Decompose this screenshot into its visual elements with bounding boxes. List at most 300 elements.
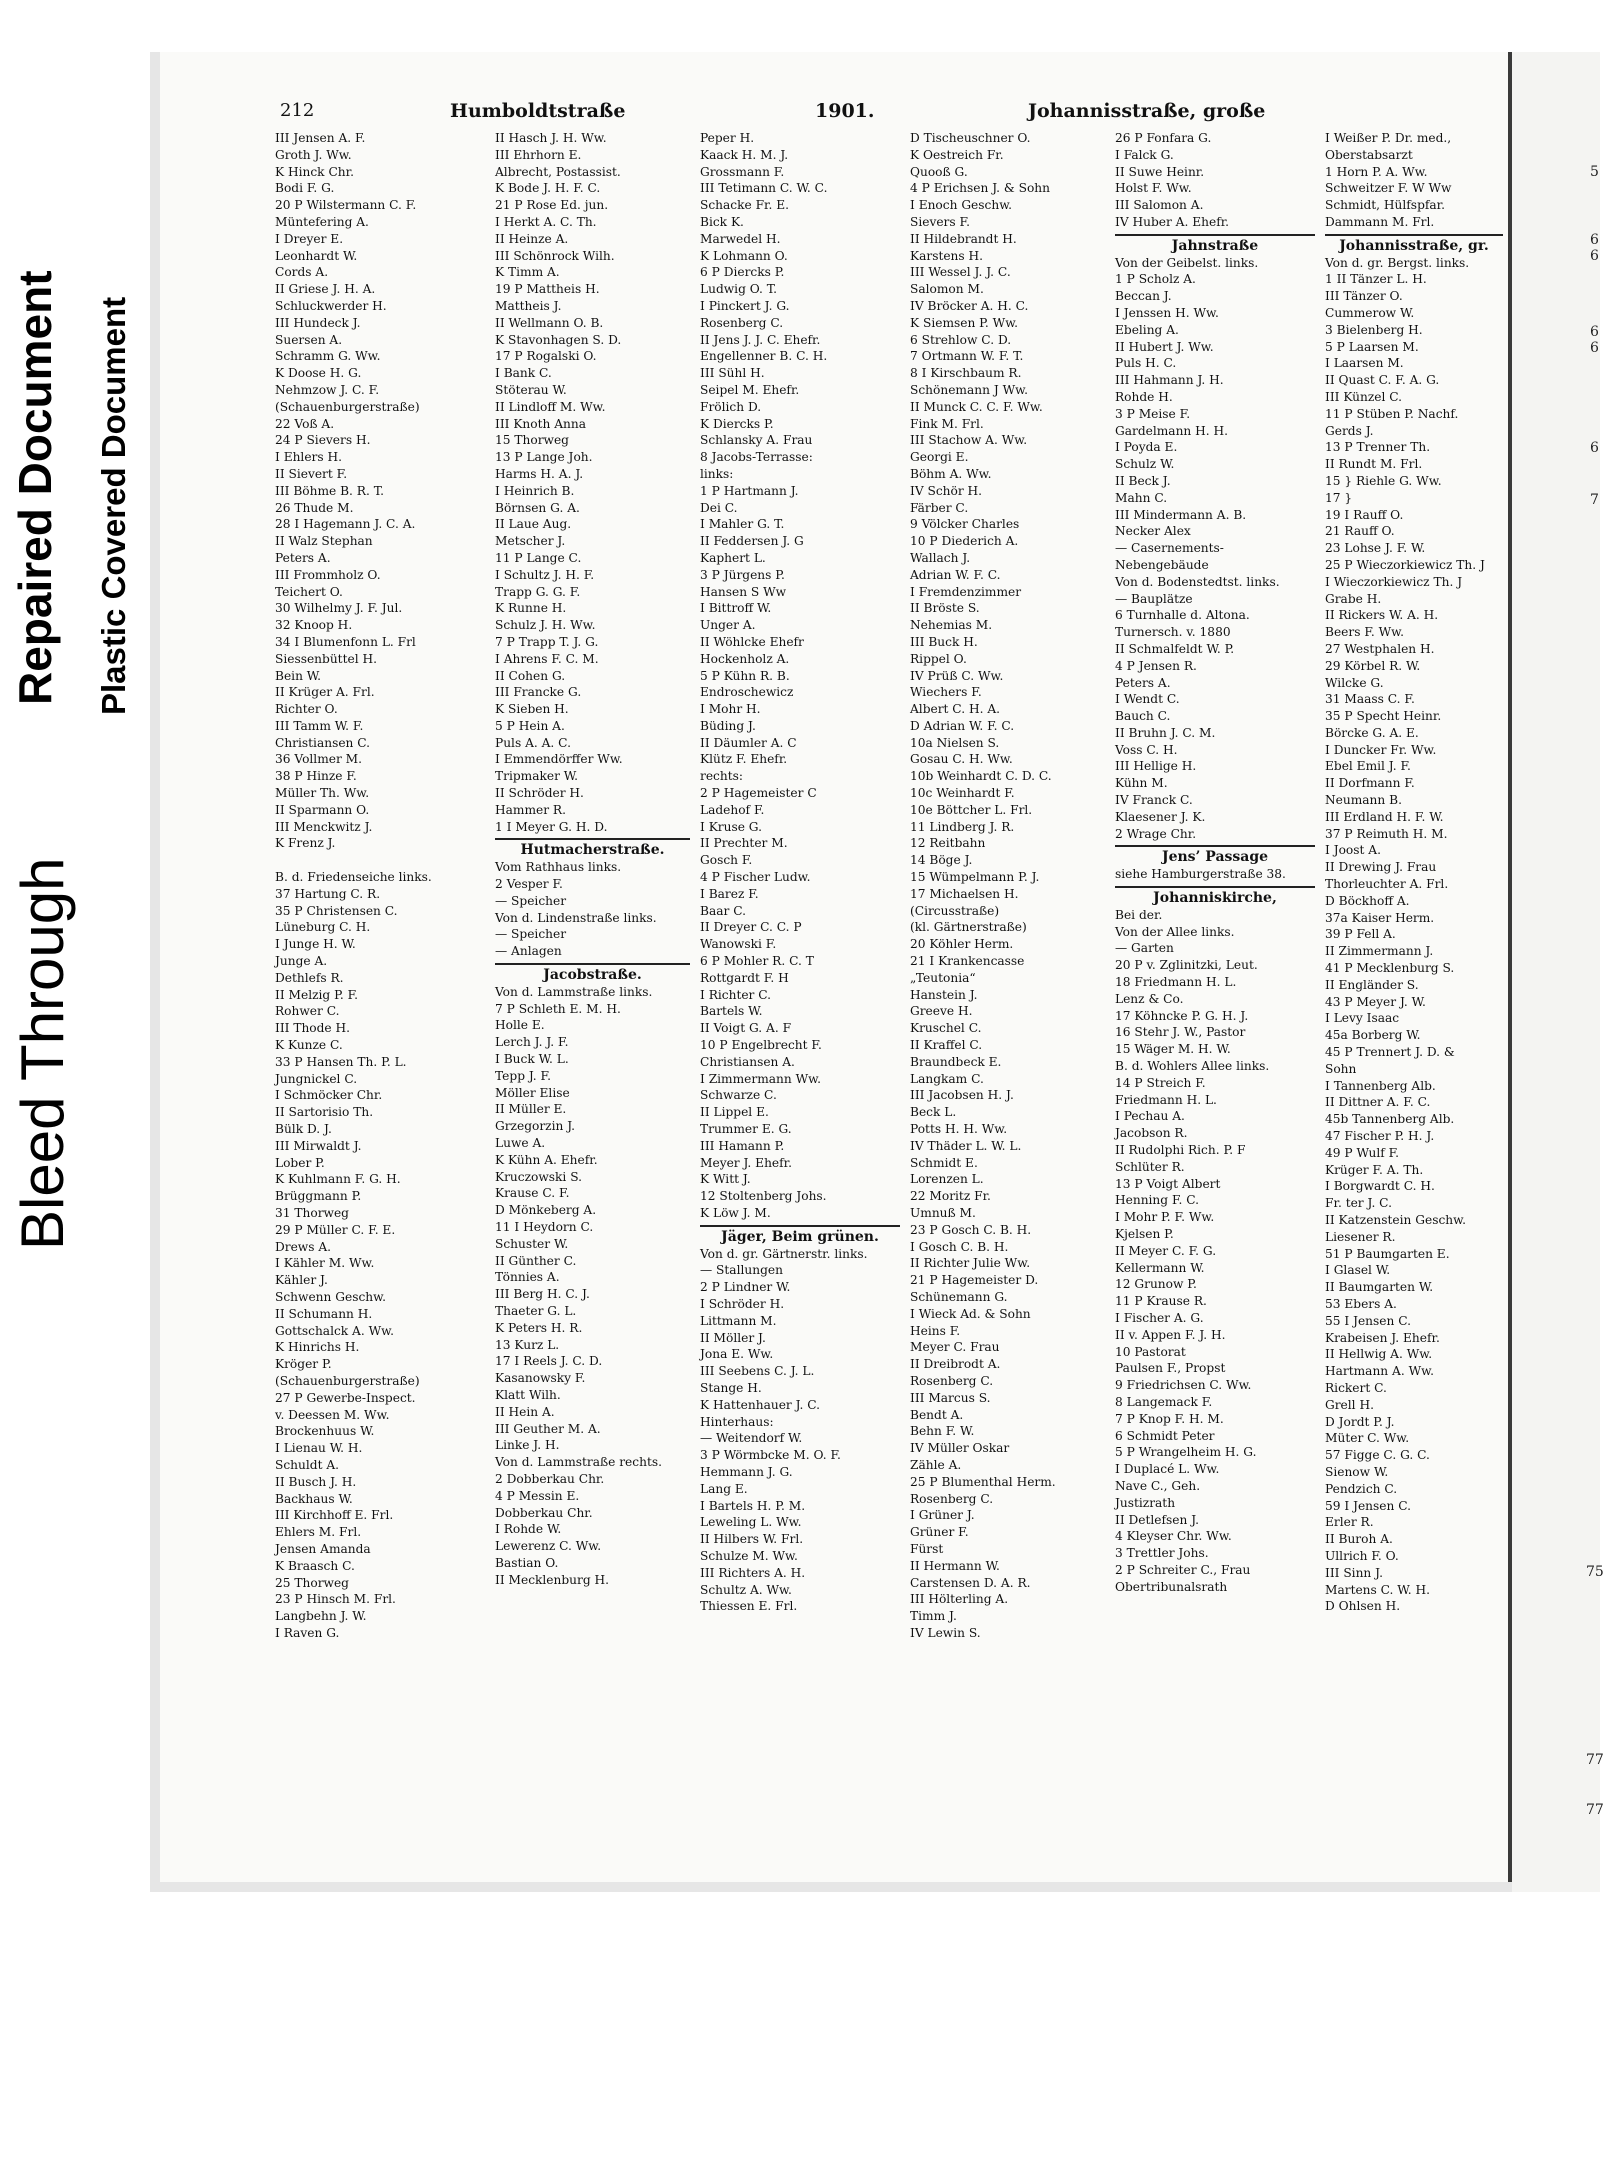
directory-line: 37 Hartung C. R. [275, 886, 381, 901]
directory-line: Gottschalck A. Ww. [275, 1323, 394, 1338]
directory-line: Hartmann A. Ww. [1325, 1364, 1434, 1379]
directory-line: IV Lewin S. [910, 1625, 981, 1640]
directory-line: 15 Wümpelmann P. J. [910, 870, 1040, 885]
directory-line: Wallach J. [910, 550, 971, 565]
directory-line: Dobberkau Chr. [495, 1505, 593, 1520]
directory-line: II Däumler A. C [700, 735, 797, 750]
directory-line: I Bittroff W. [700, 601, 772, 616]
directory-line: Ehlers M. Frl. [275, 1525, 362, 1540]
directory-line: 6 Schmidt Peter [1115, 1428, 1215, 1443]
directory-line: Schluckwerder H. [275, 298, 387, 313]
directory-line: 17 P Rogalski O. [495, 349, 597, 364]
directory-line: 2 Dobberkau Chr. [495, 1471, 605, 1486]
directory-line: links: [700, 466, 734, 481]
directory-line: Beck L. [910, 1105, 957, 1120]
directory-line: III Hundeck J. [275, 315, 361, 330]
directory-line: Hinterhaus: [700, 1414, 774, 1429]
directory-line: 8 Jacobs-Terrasse: [700, 450, 813, 465]
directory-line: K Runne H. [495, 601, 567, 616]
directory-line: II Buroh A. [1325, 1532, 1393, 1547]
directory-line: I Zimmermann Ww. [700, 1071, 821, 1086]
directory-line: Schultz A. Ww. [700, 1582, 792, 1597]
directory-line: Leweling L. Ww. [700, 1515, 802, 1530]
directory-line: II Dittner A. F. C. [1325, 1095, 1431, 1110]
directory-line: II Hasch J. H. Ww. [495, 131, 607, 145]
directory-line: 25 Thorweg [275, 1575, 349, 1590]
directory-line: I Falck G. [1115, 147, 1174, 162]
directory-line: 5 P Wrangelheim H. G. [1115, 1445, 1257, 1460]
directory-line: 5 P Kühn R. B. [700, 668, 790, 683]
directory-line: B. d. Friedenseiche links. [275, 870, 432, 885]
directory-line: Christiansen C. [275, 735, 371, 750]
directory-line: 23 P Hinsch M. Frl. [275, 1592, 396, 1607]
directory-line: II Schumann H. [275, 1306, 373, 1321]
directory-line: I Enoch Geschw. [910, 198, 1013, 213]
directory-line: Harms H. A. J. [495, 466, 584, 481]
directory-line: K Hinrichs H. [275, 1340, 360, 1355]
directory-line: I Grüner J. [910, 1508, 975, 1523]
directory-line: Kähler J. [275, 1273, 328, 1288]
directory-line: II Suwe Heinr. [1115, 164, 1205, 179]
directory-line: III Ehrhorn E. [495, 147, 582, 162]
directory-line: 59 I Jensen C. [1325, 1498, 1411, 1513]
directory-line: IV Müller Oskar [910, 1441, 1010, 1456]
directory-line: III Richters A. H. [700, 1565, 806, 1580]
directory-line: IV Bröcker A. H. C. [910, 298, 1029, 313]
directory-line: Albrecht, Postassist. [495, 164, 621, 179]
directory-line: Quooß G. [910, 164, 968, 179]
directory-line: Voss C. H. [1115, 742, 1178, 757]
directory-line: Krüger F. A. Th. [1325, 1162, 1424, 1177]
edge-number: 7 [1590, 492, 1599, 508]
directory-line: 25 P Wieczorkiewicz Th. J [1325, 557, 1485, 572]
directory-line: 31 Maass C. F. [1325, 692, 1415, 707]
directory-line: Schwenn Geschw. [275, 1289, 386, 1304]
directory-line: 17 Köhncke P. G. H. J. [1115, 1008, 1249, 1023]
directory-line: II Rickers W. A. H. [1325, 608, 1439, 623]
directory-line: K Kuhlmann F. G. H. [275, 1172, 401, 1187]
directory-line: Kasanowsky F. [495, 1371, 586, 1386]
directory-line: Von d. gr. Bergst. links. [1325, 255, 1470, 270]
column-3 [700, 130, 900, 1615]
directory-line: Thiessen E. Frl. [700, 1599, 798, 1614]
directory-line: III Hellige H. [1115, 759, 1197, 774]
directory-line: Holle E. [495, 1018, 545, 1033]
directory-line: Schwarze C. [700, 1088, 777, 1103]
directory-line: Turnersch. v. 1880 [1115, 625, 1231, 640]
directory-line: I Dreyer E. [275, 231, 344, 246]
directory-line: 10b Weinhardt C. D. C. [910, 769, 1052, 784]
directory-line: II Engländer S. [1325, 977, 1419, 992]
directory-line: I Lienau W. H. [275, 1441, 363, 1456]
directory-line: Von d. Lindenstraße links. [495, 910, 657, 925]
directory-line: I Buck W. L. [495, 1052, 569, 1067]
directory-line: 25 P Blumenthal Herm. [910, 1474, 1056, 1489]
directory-line: II Hubert J. Ww. [1115, 339, 1214, 354]
directory-line: K Stavonhagen S. D. [495, 332, 622, 347]
directory-line: 37 P Reimuth H. M. [1325, 826, 1448, 841]
directory-line: II Dreibrodt A. [910, 1357, 1001, 1372]
directory-line: Schönemann J Ww. [910, 382, 1028, 397]
directory-line: Jacobson R. [1115, 1126, 1188, 1141]
directory-line: II Sievert F. [275, 466, 348, 481]
directory-line: Rohde H. [1115, 389, 1173, 404]
directory-line: 6 Strehlow C. D. [910, 332, 1012, 347]
directory-line: Stange H. [700, 1380, 762, 1395]
directory-line: Gerds J. [1325, 423, 1374, 438]
column-1 [275, 130, 490, 1642]
directory-line: Sievers F. [910, 214, 970, 229]
directory-line: 1 P Scholz A. [1115, 272, 1196, 287]
edge-number: 6 [1590, 232, 1599, 248]
directory-line: III Böhme B. R. T. [275, 483, 384, 498]
directory-line: Schuster W. [495, 1236, 569, 1251]
directory-line: Thaeter G. L. [495, 1303, 577, 1318]
edge-number: 6 [1590, 340, 1599, 356]
directory-line: 2 P Schreiter C., Frau [1115, 1562, 1251, 1577]
directory-line: II Wellmann O. B. [495, 315, 604, 330]
directory-line: Pendzich C. [1325, 1481, 1398, 1496]
directory-line: Tönnies A. [495, 1270, 560, 1285]
directory-line: 12 Grunow P. [1115, 1277, 1197, 1292]
directory-line: II Krüger A. Frl. [275, 685, 375, 700]
directory-line: Klaesener J. K. [1115, 809, 1206, 824]
directory-line: Lewerenz C. Ww. [495, 1539, 602, 1554]
directory-line: 2 Vesper F. [495, 877, 563, 892]
directory-line: III Knoth Anna [495, 416, 586, 431]
directory-line: 53 Ebers A. [1325, 1296, 1397, 1311]
directory-line: 13 Kurz L. [495, 1337, 560, 1352]
directory-line: Schweitzer F. W Ww [1325, 181, 1452, 196]
directory-line: 45 P Trennert J. D. & [1325, 1045, 1455, 1060]
directory-line: Krabeisen J. Ehefr. [1325, 1330, 1440, 1345]
directory-line: Rohwer C. [275, 1004, 340, 1019]
directory-line: 37a Kaiser Herm. [1325, 910, 1435, 925]
directory-line: III Berg H. C. J. [495, 1287, 590, 1302]
directory-line: Zähle A. [910, 1457, 962, 1472]
edge-number: 6 [1590, 248, 1599, 264]
directory-line: III Jacobsen H. J. [910, 1088, 1014, 1103]
directory-line: Tepp J. F. [495, 1068, 551, 1083]
directory-line: 4 P Messin E. [495, 1488, 580, 1503]
directory-line: Nebengebäude [1115, 557, 1209, 572]
directory-line: I Pinckert J. G. [700, 298, 790, 313]
directory-line: D Böckhoff A. [1325, 893, 1410, 908]
directory-line: 10a Nielsen S. [910, 735, 1000, 750]
directory-line: 1 I Meyer G. H. D. [495, 819, 608, 834]
directory-line: B. d. Wohlers Allee links. [1115, 1059, 1270, 1074]
directory-line: 23 Lohse J. F. W. [1325, 541, 1426, 556]
directory-line: Grabe H. [1325, 591, 1382, 606]
directory-line: 26 Thude M. [275, 500, 354, 515]
repaired-document-banner: Repaired Document [9, 270, 61, 705]
directory-line: Bick K. [700, 214, 744, 229]
section-heading: Jahnstraße [1115, 234, 1315, 255]
directory-line: III Sühl H. [700, 366, 765, 381]
directory-line: II Voigt G. A. F [700, 1021, 792, 1036]
directory-line: I Herkt A. C. Th. [495, 214, 597, 229]
section-heading: Hutmacherstraße. [495, 838, 690, 859]
directory-line: Müller Th. Ww. [275, 786, 370, 801]
directory-line: Wilcke G. [1325, 675, 1384, 690]
directory-line: Littmann M. [700, 1313, 777, 1328]
directory-line: Kjelsen P. [1115, 1227, 1174, 1241]
directory-line: Von der Allee links. [1115, 924, 1235, 939]
directory-line: 27 P Gewerbe-Inspect. [275, 1390, 416, 1405]
directory-line: III Sinn J. [1325, 1565, 1383, 1580]
directory-line: II Günther C. [495, 1253, 577, 1268]
directory-line: 10 Pastorat [1115, 1344, 1186, 1359]
directory-line: K Witt J. [700, 1172, 751, 1187]
directory-line: II Heinze A. [495, 231, 569, 246]
column-5 [1115, 130, 1315, 1596]
directory-line: I Emmendörffer Ww. [495, 752, 623, 767]
directory-line: III Schönrock Wilh. [495, 248, 615, 263]
directory-line: Necker Alex [1115, 524, 1191, 539]
directory-line: Bodi F. G. [275, 181, 335, 196]
directory-line: Marwedel H. [700, 231, 781, 246]
directory-line: II Zimmermann J. [1325, 944, 1434, 959]
directory-line: Engellenner B. C. H. [700, 349, 828, 364]
directory-line: Von d. Lammstraße rechts. [495, 1455, 662, 1470]
directory-line: Böhm A. Ww. [910, 466, 992, 481]
directory-line: Von d. Bodenstedtst. links. [1115, 574, 1280, 589]
directory-line: Ludwig O. T. [700, 282, 777, 297]
directory-line: I Ehlers H. [275, 450, 343, 465]
directory-line: 11 P Stüben P. Nachf. [1325, 406, 1459, 421]
directory-line: Unger A. [700, 618, 756, 633]
directory-line: 35 P Specht Heinr. [1325, 709, 1442, 724]
directory-line: Lüneburg C. H. [275, 920, 371, 935]
directory-line: 2 P Hagemeister C [700, 786, 817, 801]
directory-line: K Braasch C. [275, 1558, 355, 1573]
directory-line: 8 I Kirschbaum R. [910, 366, 1022, 381]
directory-line: Wiechers F. [910, 685, 982, 700]
directory-line: Justizrath [1115, 1495, 1176, 1510]
directory-line: rechts: [700, 769, 743, 784]
edge-number: 6 [1590, 440, 1599, 456]
directory-line: 39 P Fell A. [1325, 927, 1396, 942]
directory-line: I Kruse G. [700, 819, 762, 834]
directory-line: Hanstein J. [910, 987, 978, 1002]
directory-line: Oberstabsarzt [1325, 147, 1413, 162]
directory-line: 6 P Mohler R. C. T [700, 954, 814, 969]
directory-line: K Kühn A. Ehefr. [495, 1152, 598, 1167]
directory-line: Schlüter R. [1115, 1159, 1185, 1174]
directory-line: 6 P Diercks P. [700, 265, 785, 280]
directory-line: III Thode H. [275, 1021, 351, 1036]
directory-line: Schlansky A. Frau [700, 433, 813, 448]
column-4 [910, 130, 1110, 1642]
directory-line: I Schmöcker Chr. [275, 1088, 383, 1103]
directory-line: — Stallungen [700, 1263, 783, 1278]
directory-line: II Melzig P. F. [275, 987, 358, 1002]
directory-line: II Bröste S. [910, 601, 980, 616]
directory-line: 3 Trettler Johs. [1115, 1546, 1209, 1561]
directory-line: 23 P Gosch C. B. H. [910, 1222, 1032, 1237]
directory-line: 20 Köhler Herm. [910, 937, 1014, 952]
directory-line: 14 Böge J. [910, 853, 973, 868]
directory-line: K Hattenhauer J. C. [700, 1397, 821, 1412]
directory-line: Greeve H. [910, 1004, 973, 1019]
directory-line: Paulsen F., Propst [1115, 1361, 1226, 1376]
directory-line: 11 P Lange C. [495, 550, 582, 565]
directory-line: „Teutonia“ [910, 970, 976, 985]
edge-number: 77 [1586, 1752, 1604, 1768]
directory-line: 9 Völcker Charles [910, 517, 1020, 532]
directory-line: 20 P Wilstermann C. F. [275, 198, 417, 213]
directory-line: Rickert C. [1325, 1380, 1387, 1395]
directory-line: Schramm G. Ww. [275, 349, 381, 364]
directory-line: Nehemias M. [910, 618, 993, 633]
directory-line: Trapp G. G. F. [495, 584, 581, 599]
directory-line: Bartels W. [700, 1004, 763, 1019]
directory-line: 4 P Fischer Ludw. [700, 870, 811, 885]
directory-line: 5 P Laarsen M. [1325, 339, 1419, 354]
directory-line: 13 P Trenner Th. [1325, 440, 1431, 455]
directory-line: II Quast C. F. A. G. [1325, 373, 1440, 388]
directory-line: 10 P Diederich A. [910, 534, 1019, 549]
directory-line: Siessenbüttel H. [275, 651, 377, 666]
directory-line: Schacke Fr. E. [700, 198, 790, 213]
directory-line: 21 I Krankencasse [910, 954, 1025, 969]
directory-line: 45a Borberg W. [1325, 1028, 1421, 1043]
directory-line: Henning F. C. [1115, 1193, 1200, 1208]
directory-line: Kühn M. [1115, 776, 1168, 791]
directory-line: 14 P Streich F. [1115, 1075, 1206, 1090]
directory-line: III Hahmann J. H. [1115, 373, 1224, 388]
directory-line: Albert C. H. A. [910, 702, 1001, 717]
plastic-covered-banner: Plastic Covered Document [95, 296, 132, 715]
directory-line: Adrian W. F. C. [910, 567, 1001, 582]
directory-line: II Rudolphi Rich. P. F [1115, 1143, 1246, 1158]
directory-line: Jensen Amanda [275, 1541, 371, 1556]
directory-line: 26 P Fonfara G. [1115, 131, 1212, 145]
directory-line: III Erdland H. F. W. [1325, 809, 1444, 824]
directory-line: III Hamann P. [700, 1138, 785, 1153]
directory-line: I Borgwardt C. H. [1325, 1179, 1435, 1194]
directory-line: II Möller J. [700, 1330, 766, 1345]
directory-line: Rippel O. [910, 651, 967, 666]
directory-line: II Dreyer C. C. P [700, 920, 802, 935]
directory-line: I Fischer A. G. [1115, 1310, 1204, 1325]
directory-line: Puls A. A. C. [495, 735, 571, 750]
directory-line: 11 I Heydorn C. [495, 1220, 594, 1234]
directory-line: Bauch C. [1115, 709, 1171, 724]
directory-line: III Salomon A. [1115, 198, 1204, 213]
directory-line: 1 Horn P. A. Ww. [1325, 164, 1428, 179]
directory-line: II Dorfmann F. [1325, 776, 1415, 791]
directory-line: 19 I Rauff O. [1325, 507, 1404, 522]
directory-line: Rosenberg C. [700, 315, 784, 330]
directory-line: Suersen A. [275, 332, 343, 347]
directory-line: 31 Thorweg [275, 1206, 349, 1220]
directory-line: Sohn [1325, 1061, 1357, 1076]
directory-line: III Künzel C. [1325, 389, 1403, 404]
directory-line: I Junge H. W. [275, 937, 356, 952]
directory-line: 45b Tannenberg Alb. [1325, 1112, 1455, 1127]
directory-line: 2 Wrage Chr. [1115, 826, 1197, 841]
directory-line: 20 P v. Zglinitzki, Leut. [1115, 958, 1258, 973]
right-street-header: Johannisstraße, große [1028, 100, 1266, 122]
directory-line: I Glasel W. [1325, 1263, 1391, 1278]
directory-line: (kl. Gärtnerstraße) [910, 920, 1027, 935]
directory-line: Puls H. C. [1115, 356, 1177, 371]
directory-line: Hammer R. [495, 802, 566, 817]
directory-line: — Bauplätze [1115, 591, 1193, 606]
directory-line: Peper H. [700, 131, 755, 145]
directory-line: Müter C. Ww. [1325, 1431, 1410, 1446]
directory-line: 21 Rauff O. [1325, 524, 1395, 539]
directory-line: II Baumgarten W. [1325, 1280, 1434, 1295]
directory-line: Langbehn J. W. [275, 1609, 367, 1624]
directory-line: Teichert O. [275, 584, 343, 599]
directory-line: Hockenholz A. [700, 651, 790, 666]
directory-line: Schuldt A. [275, 1457, 340, 1472]
directory-line: Wanowski F. [700, 937, 777, 952]
directory-line: II Walz Stephan [275, 534, 373, 549]
directory-line: Dei C. [700, 500, 738, 515]
directory-line: Bein W. [275, 668, 322, 683]
directory-line: II Busch J. H. [275, 1474, 357, 1489]
directory-line: Friedmann H. L. [1115, 1092, 1217, 1107]
directory-line: K Timm A. [495, 265, 560, 280]
directory-line: III Tetimann C. W. C. [700, 181, 828, 196]
directory-line: Schünemann G. [910, 1289, 1008, 1304]
directory-line: II Hermann W. [910, 1558, 1000, 1573]
directory-line: Vom Rathhaus links. [495, 860, 622, 875]
section-heading: Jens’ Passage [1115, 845, 1315, 866]
directory-line: Grossmann F. [700, 164, 785, 179]
directory-line: Behn F. W. [910, 1424, 975, 1439]
directory-line: Nave C., Geh. [1115, 1478, 1201, 1493]
directory-line: 19 P Mattheis H. [495, 282, 600, 297]
directory-line: Bülk D. J. [275, 1122, 332, 1137]
directory-line: 43 P Meyer J. W. [1325, 994, 1426, 1009]
directory-line: III Wessel J. J. C. [910, 265, 1011, 280]
directory-line: K Frenz J. [275, 836, 336, 851]
directory-line: siehe Hamburgerstraße 38. [1115, 867, 1286, 882]
directory-line: 7 P Knop F. H. M. [1115, 1411, 1224, 1426]
directory-line: II Jens J. J. C. Ehefr. [700, 332, 821, 347]
directory-line: I Wieck Ad. & Sohn [910, 1306, 1031, 1321]
directory-line: II Beck J. [1115, 473, 1171, 488]
directory-line: II Laue Aug. [495, 517, 572, 532]
page-number: 212 [280, 100, 315, 121]
directory-line: II Katzenstein Geschw. [1325, 1213, 1466, 1227]
directory-line: Kaack H. M. J. [700, 147, 789, 162]
directory-line: v. Deessen M. Ww. [275, 1407, 390, 1422]
directory-line: Bastian O. [495, 1555, 559, 1570]
directory-line: D Adrian W. F. C. [910, 718, 1015, 733]
directory-line: III Tänzer O. [1325, 289, 1403, 304]
directory-line: 35 P Christensen C. [275, 903, 398, 918]
directory-line: Fink M. Frl. [910, 416, 984, 431]
directory-line: I Rohde W. [495, 1522, 562, 1537]
directory-line: Cummerow W. [1325, 305, 1415, 320]
directory-line: III Jensen A. F. [275, 131, 366, 145]
directory-line: II Hilbers W. Frl. [700, 1532, 804, 1547]
directory-line: III Frommholz O. [275, 567, 381, 582]
directory-line: — Speicher [495, 927, 567, 942]
directory-line: 38 P Hinze F. [275, 769, 357, 784]
directory-line: Kruschel C. [910, 1021, 982, 1036]
directory-line: 7 P Trapp T. J. G. [495, 634, 599, 649]
directory-line: Börnsen G. A. [495, 500, 580, 515]
directory-line: Mahn C. [1115, 490, 1168, 505]
directory-line: Timm J. [910, 1609, 957, 1624]
directory-line: (Schauenburgerstraße) [275, 1373, 420, 1388]
